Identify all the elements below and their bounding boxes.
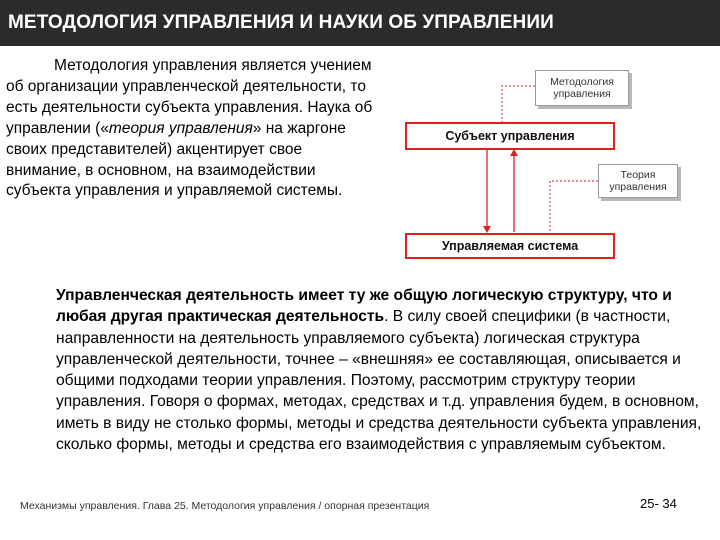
main-paragraph [12,285,702,455]
main-text [12,285,702,455]
managed-system-box [405,233,615,259]
subject-label: Субъект управления [445,129,575,143]
methodology-label: Методология управления [550,76,614,100]
intro-text [6,56,378,202]
theory-connector [550,181,598,233]
methodology-connector [502,86,535,122]
arrow-down-head [483,226,491,233]
page-number: 25- 34 [640,496,677,511]
methodology-label-box [535,70,629,106]
subject-box [405,122,615,150]
theory-label: Теория управления [609,169,667,193]
footer-caption: Механизмы управления. Глава 25. Методология управления / опорная презентация [20,500,430,512]
slide-title-bar [0,0,720,46]
main-body-text: . В силу своей специфики (в частности, направленности на деятельность управляемого субъекта) логическая структура управленческой деятельности, точнее – «внешняя» ее составляющая, описывается и общими подходами теории управления. Поэтому, рассмотрим структуру теории управления. Говоря о формах, методах, средствах и т.д. управления будем, в основном, иметь в виду не столько формы, методы и средства деятельности субъекта управления, сколько формы, методы и средства его взаимодействия с управляемым субъектом. [56,308,702,454]
intro-text-part-3: » на жаргоне своих представителей) акцентирует свое внимание, в основном, на взаимодействии субъекта управления и управляемой системы. [6,119,346,200]
slide-title: МЕТОДОЛОГИЯ УПРАВЛЕНИЯ И НАУКИ ОБ УПРАВЛЕНИИ [8,12,554,33]
intro-paragraph [6,56,378,202]
intro-italic-term: теория управления [108,119,253,137]
theory-label-box [598,164,678,198]
intro-text-part-1: Методология управления является учением об организации управленческой деятельности, то есть деятельности субъекта управления. Наука об управлении (« [6,57,373,137]
main-bold-statement: Управленческая деятельность имеет ту же общую логическую структуру, что и любая другая практическая деятельность [56,287,672,326]
arrow-up-head [510,149,518,156]
managed-system-label: Управляемая система [441,239,579,253]
